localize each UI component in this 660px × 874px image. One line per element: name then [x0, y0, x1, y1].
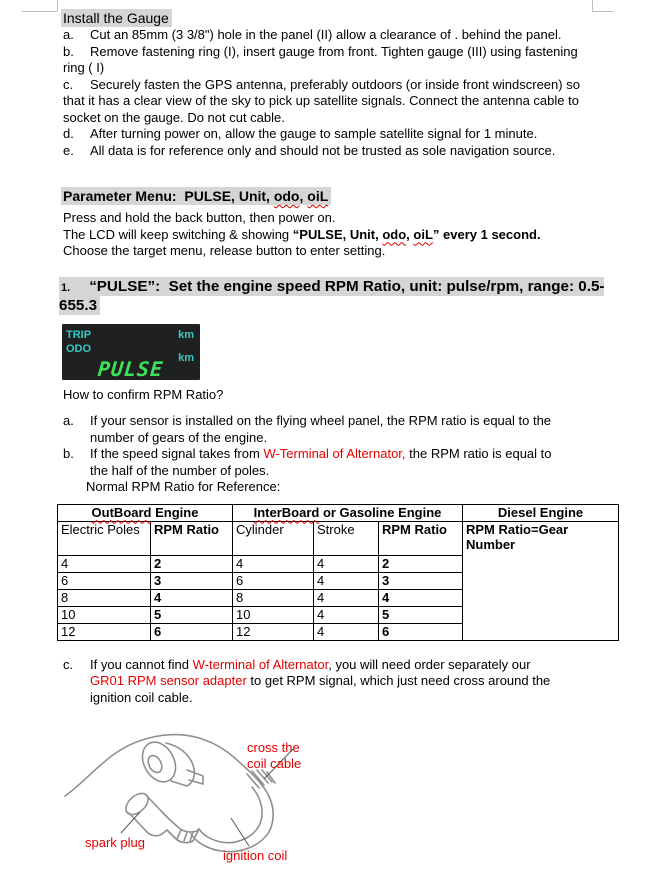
cross-coil-cable-label: cross the coil cable	[247, 740, 302, 771]
table-cell: 5	[379, 606, 463, 623]
rpm-list-item-b	[57, 446, 623, 479]
table-cell: 8	[58, 589, 151, 606]
table-cell: 12	[58, 623, 151, 640]
install-item-d	[57, 126, 623, 143]
list-marker: a.	[63, 413, 74, 428]
table-cell: 4	[314, 572, 379, 589]
table-cell: 4	[314, 589, 379, 606]
table-cell: 8	[233, 589, 314, 606]
lcd-odo-label: ODO	[66, 342, 92, 355]
group-header-diesel: Diesel Engine	[463, 504, 619, 521]
spark-plug-label: spark plug	[85, 835, 145, 850]
table-cell: 4	[379, 589, 463, 606]
table-cell: 3	[379, 572, 463, 589]
table-cell: 6	[58, 572, 151, 589]
highlighted-text: Install the Gauge	[61, 9, 172, 27]
list-item-text: Cut an 85mm (3 3/8") hole in the panel (II) allow a clearance of . behind the panel.	[90, 27, 562, 42]
how-to-question: How to confirm RPM Ratio?	[63, 386, 224, 402]
column-header-rpm-ratio-inter: RPM Ratio	[379, 521, 463, 555]
table-cell: 4	[233, 555, 314, 572]
lcd-km-unit-mid: km	[178, 351, 194, 364]
group-header-interboard: InterBoard or Gasoline Engine	[233, 504, 463, 521]
lcd-pulse-value: PULSE	[96, 357, 165, 381]
list-marker: c.	[63, 656, 74, 672]
ignition-coil-figure	[63, 722, 393, 874]
table-cell: 2	[151, 555, 233, 572]
rpm-table-body	[58, 521, 619, 640]
table-cell: 4	[314, 606, 379, 623]
column-header-cylinder: Cylinder	[233, 521, 314, 555]
table-cell: 3	[151, 572, 233, 589]
section-heading-pulse	[57, 278, 623, 314]
column-header-electric-poles: Electric Poles	[58, 521, 151, 555]
table-cell: 10	[233, 606, 314, 623]
column-header-stroke: Stroke	[314, 521, 379, 555]
table-cell: 10	[58, 606, 151, 623]
crop-mark-top-left-horizontal	[22, 11, 57, 12]
list-marker: a.	[63, 27, 74, 42]
table-cell: 2	[379, 555, 463, 572]
rpm-ratio-table	[57, 504, 619, 641]
list-item-text: Securely fasten the GPS antenna, preferably outdoors (or inside front windscreen) so that it has a clear view of the sky to pick up satellite signals. Connect the antenna cable to socket on the gauge. Do not cut cable.	[63, 76, 580, 125]
table-cell: 4	[151, 589, 233, 606]
parameter-line-2: The LCD will keep switching & showing “PULSE, Unit, odo, oiL” every 1 second.	[63, 226, 541, 242]
list-marker: b.	[63, 43, 74, 59]
table-cell: 12	[233, 623, 314, 640]
lcd-km-unit-top: km	[178, 328, 194, 341]
table-row	[58, 521, 619, 555]
list-marker: e.	[63, 142, 74, 158]
document-content	[57, 10, 623, 874]
table-cell: 6	[379, 623, 463, 640]
parameter-line-1: Press and hold the back button, then power on.	[63, 210, 336, 225]
list-marker: c.	[63, 76, 74, 92]
heading-text: “PULSE”: Set the engine speed RPM Ratio, unit: pulse/rpm, range: 0.5-655.3	[59, 277, 605, 314]
install-item-b	[57, 44, 623, 77]
group-header-outboard: OutBoard Engine	[58, 504, 233, 521]
highlighted-text	[59, 277, 604, 315]
list-item-text: If the speed signal takes from W-Terminal of Alternator, the RPM ratio is equal to the half of the number of poles.	[90, 446, 552, 478]
rpm-list-item-a	[57, 413, 623, 446]
lcd-display-figure	[62, 324, 200, 380]
list-item-text: If you cannot find W-terminal of Alternator, you will need order separately our GR01 RPM sensor adapter to get RPM signal, which just need cross around the ignition coil cable.	[90, 656, 551, 705]
diesel-note-cell: RPM Ratio=Gear Number	[463, 521, 619, 640]
table-group-header	[58, 504, 619, 521]
reference-line: Normal RPM Ratio for Reference:	[86, 479, 281, 494]
install-item-c	[57, 77, 623, 127]
section-heading-install	[57, 10, 623, 27]
table-cell: 6	[151, 623, 233, 640]
table-cell: 5	[151, 606, 233, 623]
list-item-text: After turning power on, allow the gauge to sample satellite signal for 1 minute.	[90, 126, 538, 141]
highlighted-text: Parameter Menu: PULSE, Unit, odo, oiL	[61, 187, 331, 205]
parameter-line-3: Choose the target menu, release button to enter setting.	[63, 243, 386, 258]
section-heading-parameter-menu	[57, 188, 623, 205]
table-row	[58, 504, 619, 521]
column-header-rpm-ratio-outboard: RPM Ratio	[151, 521, 233, 555]
ignition-coil-label: ignition coil	[223, 848, 288, 863]
list-item-text: Remove fastening ring (I), insert gauge from front. Tighten gauge (III) using fastening ring ( I)	[63, 43, 578, 75]
list-item-text: If your sensor is installed on the flying wheel panel, the RPM ratio is equal to the number of gears of the engine.	[90, 413, 552, 445]
table-cell: 4	[314, 555, 379, 572]
lcd-trip-label: TRIP	[66, 328, 92, 341]
table-cell: 6	[233, 572, 314, 589]
table-cell: 4	[314, 623, 379, 640]
list-item-text: All data is for reference only and should not be trusted as sole navigation source.	[90, 142, 556, 158]
install-item-a	[57, 27, 623, 44]
list-marker: d.	[63, 126, 74, 141]
install-item-e	[57, 143, 623, 160]
table-cell: 4	[58, 555, 151, 572]
heading-number: 1.	[61, 281, 71, 294]
order-note-item-c	[57, 657, 623, 707]
list-marker: b.	[63, 446, 74, 461]
